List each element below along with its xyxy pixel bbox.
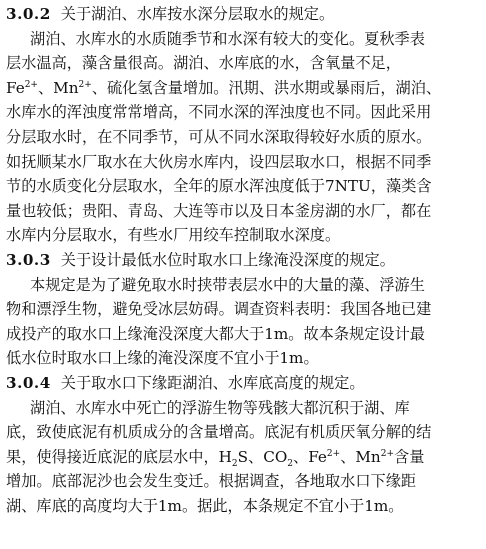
paragraph-line: 湖泊、水库水的水质随季节和水深有较大的变化。夏秋季表 xyxy=(30,29,425,48)
paragraph-line: 湖、库底的高度均大于1m。据此，本条规定不宜小于1m。 xyxy=(6,496,404,515)
ion-mn: Mn xyxy=(53,78,79,97)
chem-h-subscript: 2 xyxy=(231,458,238,469)
chem-mn-charge: 2+ xyxy=(380,448,394,459)
section-title: 关于湖泊、水库按水深分层取水的规定。 xyxy=(60,5,335,23)
paragraph-line: 低水位时取水口上缘的淹没深度不宜小于1m。 xyxy=(6,349,319,368)
paragraph-line-with-ions xyxy=(6,76,480,101)
paragraph-line: 节的水质变化分层取水，全年的原水浑浊度低于7NTU，藻类含 xyxy=(6,177,432,196)
paragraph-line-with-formulas xyxy=(6,445,480,470)
chem-h: H xyxy=(218,447,232,466)
paragraph-line: 层水温高，藻含量很高。湖泊、水库底的水，含氧量不足， xyxy=(6,54,401,73)
paragraph-text: 、硫化氢含量增加。汛期、洪水期或暴雨后，湖泊、 xyxy=(91,78,442,97)
ion-separator: 、 xyxy=(37,78,54,97)
section-number: 3.0.3 xyxy=(6,250,51,269)
paragraph-line: 如抚顺某水厂取水在大伙房水库内，设四层取水口，根据不同季 xyxy=(6,152,432,171)
chem-fe-charge: 2+ xyxy=(326,448,341,459)
chem-tail: 含量 xyxy=(394,447,425,466)
section-number: 3.0.2 xyxy=(6,5,51,23)
chem-fe: 、Fe xyxy=(293,447,327,466)
paragraph-line: 物和漂浮生物，避免受冰层妨碍。调查资料表明：我国各地已建 xyxy=(6,300,432,319)
section-heading xyxy=(6,2,480,27)
paragraph-line: 成投产的取水口上缘淹没深度大都大于1m。故本条规定设计最 xyxy=(6,324,425,343)
chem-co-subscript: 2 xyxy=(287,458,294,469)
chem-mn: 、Mn xyxy=(340,447,381,466)
section-heading xyxy=(6,371,480,396)
paragraph-line: 本规定是为了避免取水时挟带表层水中的大量的藻、浮游生 xyxy=(30,275,425,294)
paragraph-text: 果，使得接近底泥的底层水中， xyxy=(6,447,219,466)
paragraph-line: 增加。底部泥沙也会发生变迁。根据调查，各地取水口下缘距 xyxy=(6,472,417,491)
paragraph-line: 水库内分层取水，有些水厂用绞车控制取水深度。 xyxy=(6,226,341,245)
paragraph-line: 量也较低；贵阳、青岛、大连等市以及日本釜房湖的水厂，都在 xyxy=(6,201,432,220)
chem-s-co: S、CO xyxy=(237,447,288,466)
paragraph-line: 分层取水时，在不同季节，可从不同水深取得较好水质的原水。 xyxy=(6,127,432,146)
ion-fe: Fe xyxy=(6,78,25,97)
ion-mn-charge: 2+ xyxy=(78,79,92,90)
paragraph-line: 水库水的浑浊度常常增高，不同水深的浑浊度也不同。因此采用 xyxy=(6,103,432,122)
paragraph-line: 湖泊、水库水中死亡的浮游生物等残骸大都沉积于湖、库 xyxy=(30,398,410,417)
ion-fe-charge: 2+ xyxy=(24,79,38,90)
section-title: 关于设计最低水位时取水口上缘淹没深度的规定。 xyxy=(60,250,395,269)
section-heading xyxy=(6,248,480,273)
section-number: 3.0.4 xyxy=(6,373,51,392)
paragraph-line: 底，致使底泥有机质成分的含量增高。底泥有机质厌氧分解的结 xyxy=(6,423,432,442)
section-title: 关于取水口下缘距湖泊、水库底高度的规定。 xyxy=(60,373,365,392)
